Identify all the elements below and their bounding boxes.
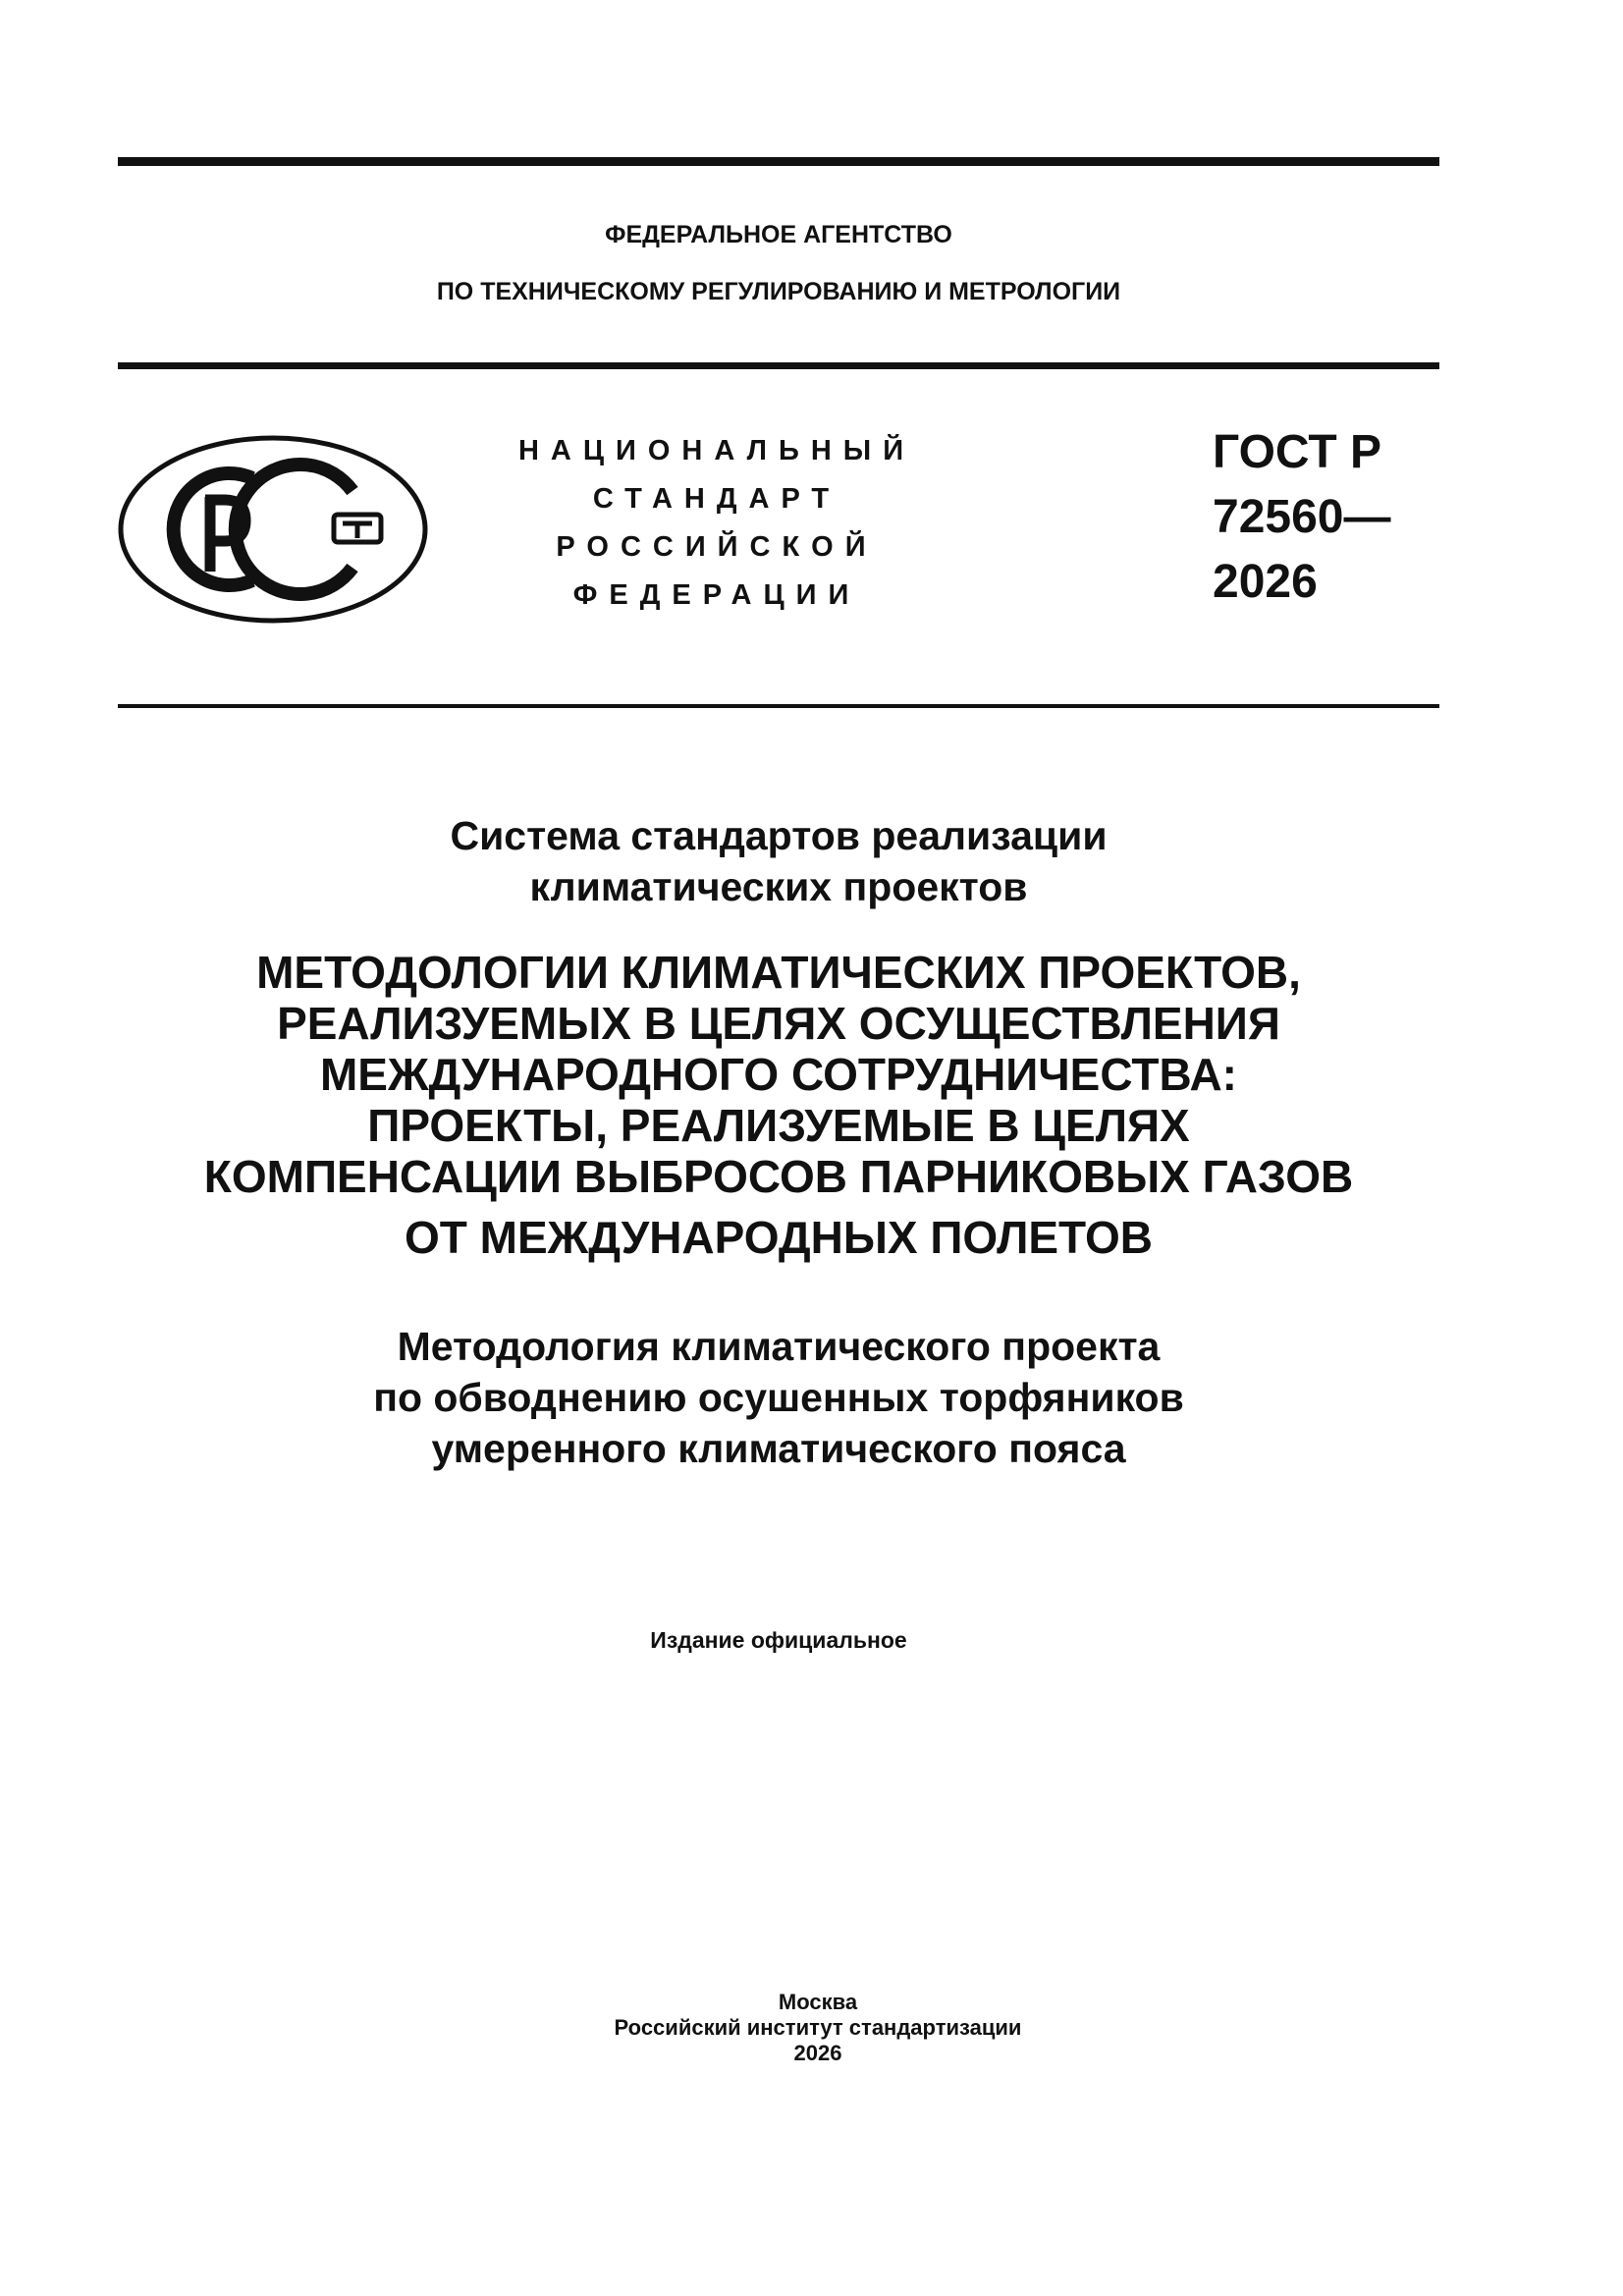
- national-standard-label: [511, 427, 923, 620]
- sub-title-line: Методология климатического проекта: [397, 1324, 1161, 1369]
- imprint-year: 2026: [793, 2041, 842, 2065]
- standard-type-line: НАЦИОНАЛЬНЫЙ: [517, 435, 916, 466]
- series-title-line: климатических проектов: [529, 864, 1028, 909]
- main-title-line: ПРОЕКТЫ, РЕАЛИЗУЕМЫЕ В ЦЕЛЯХ: [367, 1100, 1190, 1151]
- main-title-line: ОТ МЕЖДУНАРОДНЫХ ПОЛЕТОВ: [405, 1212, 1153, 1263]
- top-rule: [118, 157, 1439, 166]
- main-title-line: КОМПЕНСАЦИИ ВЫБРОСОВ ПАРНИКОВЫХ ГАЗОВ: [203, 1151, 1354, 1202]
- header-rule: [118, 362, 1439, 369]
- main-title-line: МЕЖДУНАРОДНОГО СОТРУДНИЧЕСТВА:: [319, 1049, 1237, 1100]
- agency-name-line-2: ПО ТЕХНИЧЕСКОМУ РЕГУЛИРОВАНИЮ И МЕТРОЛОГИИ: [436, 278, 1121, 305]
- main-title-line: МЕТОДОЛОГИИ КЛИМАТИЧЕСКИХ ПРОЕКТОВ,: [256, 947, 1301, 998]
- designation-line: 72560—: [1213, 491, 1391, 543]
- rst-mark-icon: [115, 432, 431, 627]
- standard-type-line: СТАНДАРТ: [592, 483, 841, 515]
- rst-logo-svg: [115, 432, 431, 627]
- main-title-line: РЕАЛИЗУЕМЫХ В ЦЕЛЯХ ОСУЩЕСТВЛЕНИЯ: [277, 998, 1280, 1049]
- sub-title-line: умеренного климатического пояса: [431, 1426, 1126, 1471]
- imprint-publisher: Российский институт стандартизации: [614, 2015, 1022, 2040]
- agency-name-line-1: ФЕДЕРАЛЬНОЕ АГЕНТСТВО: [605, 221, 952, 248]
- designation-line: 2026: [1213, 556, 1318, 608]
- edition-label: Издание официальное: [650, 1627, 907, 1653]
- series-title-line: Система стандартов реализации: [450, 813, 1108, 858]
- designation-line: ГОСТ Р: [1213, 426, 1382, 478]
- imprint: [0, 1990, 1623, 2066]
- standard-type-line: РОССИЙСКОЙ: [556, 531, 878, 563]
- standard-designation: [1213, 420, 1390, 615]
- title-separator-rule: [118, 704, 1439, 708]
- imprint-city: Москва: [778, 1990, 858, 2014]
- sub-title-line: по обводнению осушенных торфяников: [373, 1375, 1184, 1420]
- series-title: [0, 810, 1557, 912]
- sub-title: [0, 1321, 1557, 1474]
- standard-type-line: ФЕДЕРАЦИИ: [572, 579, 861, 611]
- main-title: [0, 947, 1557, 1263]
